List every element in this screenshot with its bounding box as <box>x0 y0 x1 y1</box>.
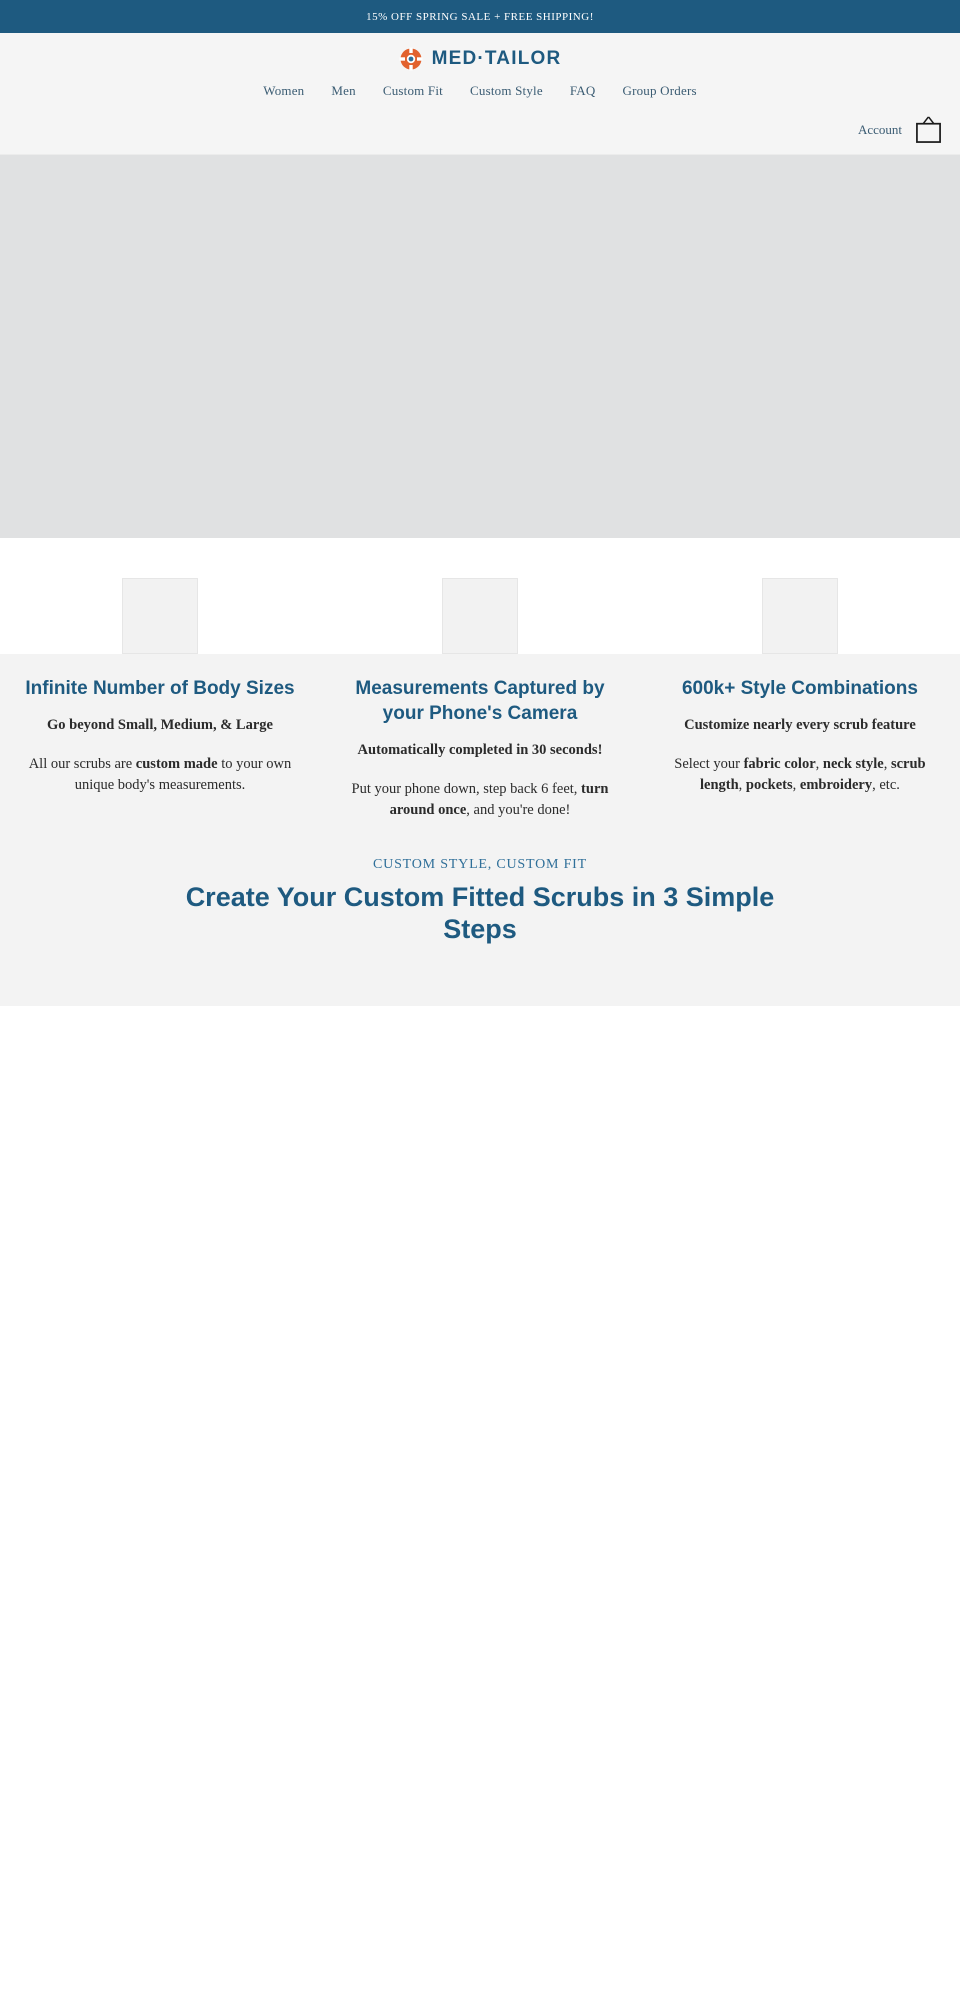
feature-body-bold: neck style <box>822 755 884 772</box>
feature-body-part: Put your phone down, step back 6 feet, <box>351 780 582 797</box>
feature-image-1 <box>122 578 198 654</box>
feature-image-3 <box>762 578 838 654</box>
feature-body-part: , <box>738 776 746 793</box>
feature-body-bold: turn around once <box>389 780 609 818</box>
feature-body-bold: custom made <box>135 755 218 772</box>
feature-body-bold: scrub length <box>700 755 926 793</box>
feature-subtitle: Automatically completed in 30 seconds! <box>357 742 603 759</box>
shopping-basket-icon[interactable] <box>915 115 942 144</box>
feature-body-part: Select your <box>674 755 744 772</box>
feature-subtitle: Go beyond Small, Medium, & Large <box>47 717 273 734</box>
hero-banner <box>0 155 960 538</box>
medtailor-logo-icon <box>399 47 423 71</box>
feature-body-part: All our scrubs are <box>28 755 136 772</box>
feature-item <box>0 676 320 821</box>
feature-item <box>320 578 640 654</box>
header-actions <box>858 115 942 144</box>
steps-section <box>0 857 960 1006</box>
feature-body-part: , <box>883 755 891 772</box>
announcement-bar <box>0 0 960 33</box>
site-header <box>0 33 960 155</box>
feature-item <box>0 578 320 654</box>
nav-item-women[interactable]: Women <box>263 83 305 98</box>
feature-body-bold: pockets <box>745 776 793 793</box>
account-link[interactable]: Account <box>857 121 902 137</box>
feature-body <box>338 779 622 821</box>
announcement-text: 15% OFF SPRING SALE + FREE SHIPPING! <box>366 10 594 23</box>
page-body-remainder <box>0 1006 960 2006</box>
feature-body-bold: embroidery <box>799 776 873 793</box>
feature-body-part: , etc. <box>872 776 900 793</box>
nav-item-group-orders[interactable]: Group Orders <box>622 83 697 98</box>
feature-title: Measurements Captured by your Phone's Camera <box>355 678 605 725</box>
feature-body-part: , <box>792 776 800 793</box>
feature-body-part: , <box>815 755 823 772</box>
feature-item <box>640 578 960 654</box>
steps-title: Create Your Custom Fitted Scrubs in 3 Simple Steps <box>185 881 775 945</box>
feature-body-bold: fabric color <box>743 755 816 772</box>
feature-body-part: to your own unique body's measurements. <box>74 755 292 793</box>
feature-title: Infinite Number of Body Sizes <box>25 678 295 699</box>
feature-title: 600k+ Style Combinations <box>681 678 918 699</box>
feature-body <box>18 754 302 796</box>
nav-item-custom-fit[interactable]: Custom Fit <box>382 83 443 98</box>
feature-body <box>658 754 942 796</box>
nav-item-men[interactable]: Men <box>331 83 356 98</box>
main-nav <box>0 83 960 99</box>
nav-item-custom-style[interactable]: Custom Style <box>470 83 543 98</box>
feature-image-2 <box>442 578 518 654</box>
steps-eyebrow: CUSTOM STYLE, CUSTOM FIT <box>373 856 587 872</box>
nav-item-faq[interactable]: FAQ <box>569 83 596 98</box>
feature-subtitle: Customize nearly every scrub feature <box>684 717 916 734</box>
feature-item <box>640 676 960 821</box>
logo[interactable] <box>0 33 960 71</box>
feature-body-part: , and you're done! <box>466 801 571 818</box>
features-text-row <box>0 654 960 857</box>
logo-text: MED·TAILOR <box>431 48 562 69</box>
feature-item <box>320 676 640 821</box>
features-images-row <box>0 538 960 654</box>
